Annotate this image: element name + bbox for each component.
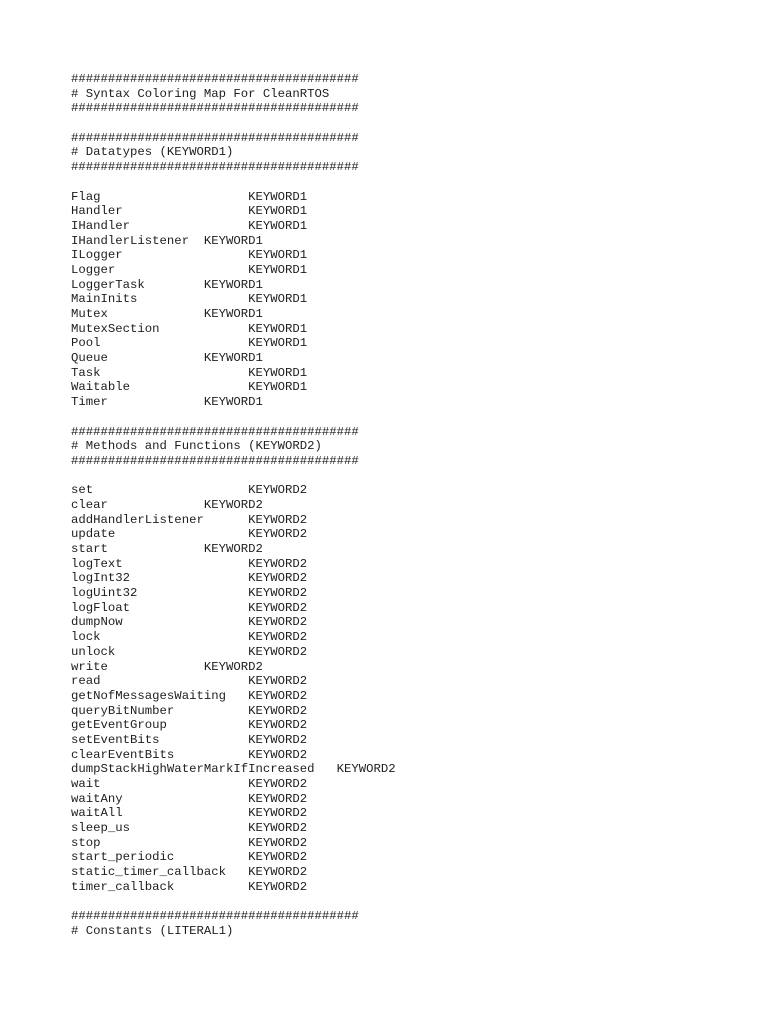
document-line: static_timer_callback KEYWORD2 — [71, 865, 308, 880]
document-line: logInt32 KEYWORD2 — [71, 571, 308, 586]
document-line: lock KEYWORD2 — [71, 630, 308, 645]
document-line: MainInits KEYWORD1 — [71, 292, 308, 307]
document-line — [71, 410, 751, 425]
document-line: Task KEYWORD1 — [71, 365, 308, 380]
document-line: Waitable KEYWORD1 — [71, 380, 308, 395]
document-line: stop KEYWORD2 — [71, 835, 308, 850]
document-line: wait KEYWORD2 — [71, 777, 308, 791]
document-line: clear KEYWORD2 — [71, 497, 263, 512]
document-line: Logger KEYWORD1 — [71, 262, 308, 277]
document-line: Mutex KEYWORD1 — [71, 307, 263, 321]
document-line: # Constants (LITERAL1) — [71, 923, 234, 938]
document-line: dumpNow KEYWORD2 — [71, 615, 308, 630]
document-line: # Datatypes (KEYWORD1) — [71, 145, 234, 160]
document-line: update KEYWORD2 — [71, 527, 308, 542]
document-line: ####################################### — [71, 160, 359, 175]
keywords-file-text — [71, 72, 751, 939]
document-line: LoggerTask KEYWORD1 — [71, 277, 263, 292]
document-line: sleep_us KEYWORD2 — [71, 821, 308, 836]
document-line: set KEYWORD2 — [71, 483, 308, 498]
document-line — [71, 469, 751, 484]
document-line: queryBitNumber KEYWORD2 — [71, 703, 308, 718]
document-line: start_periodic KEYWORD2 — [71, 850, 308, 865]
document-line: IHandlerListener KEYWORD1 — [71, 233, 263, 248]
document-line: unlock KEYWORD2 — [71, 644, 308, 659]
document-line: getEventGroup KEYWORD2 — [71, 718, 308, 733]
document-line: ####################################### — [71, 72, 359, 86]
document-line — [71, 175, 751, 190]
document-line: ####################################### — [71, 453, 359, 468]
document-line: read KEYWORD2 — [71, 674, 308, 689]
document-line: waitAny KEYWORD2 — [71, 791, 308, 806]
document-line: ILogger KEYWORD1 — [71, 248, 308, 263]
document-line: Flag KEYWORD1 — [71, 189, 308, 204]
document-line: logUint32 KEYWORD2 — [71, 586, 308, 601]
document-line: # Methods and Functions (KEYWORD2) — [71, 439, 322, 454]
document-line: timer_callback KEYWORD2 — [71, 879, 308, 894]
document-page — [71, 72, 751, 939]
document-line: ####################################### — [71, 424, 359, 439]
document-line: logFloat KEYWORD2 — [71, 600, 308, 615]
document-line: ####################################### — [71, 101, 359, 116]
document-line: clearEventBits KEYWORD2 — [71, 747, 308, 762]
document-line: addHandlerListener KEYWORD2 — [71, 512, 308, 527]
document-line: dumpStackHighWaterMarkIfIncreased KEYWORD2 — [71, 762, 396, 777]
document-line: MutexSection KEYWORD1 — [71, 321, 308, 336]
document-line: waitAll KEYWORD2 — [71, 806, 308, 821]
document-line: Queue KEYWORD1 — [71, 351, 263, 366]
document-line: ####################################### — [71, 130, 359, 145]
document-line: Timer KEYWORD1 — [71, 395, 263, 410]
document-line: Pool KEYWORD1 — [71, 336, 308, 351]
document-line: Handler KEYWORD1 — [71, 204, 308, 219]
document-line: IHandler KEYWORD1 — [71, 218, 308, 233]
document-line: write KEYWORD2 — [71, 659, 263, 674]
document-line: getNofMessagesWaiting KEYWORD2 — [71, 688, 308, 703]
document-line: setEventBits KEYWORD2 — [71, 732, 308, 747]
document-line: logText KEYWORD2 — [71, 556, 308, 571]
document-line — [71, 895, 751, 910]
document-line: start KEYWORD2 — [71, 542, 263, 556]
document-line: ####################################### — [71, 909, 359, 924]
document-line: # Syntax Coloring Map For CleanRTOS — [71, 86, 330, 101]
document-line — [71, 116, 751, 131]
